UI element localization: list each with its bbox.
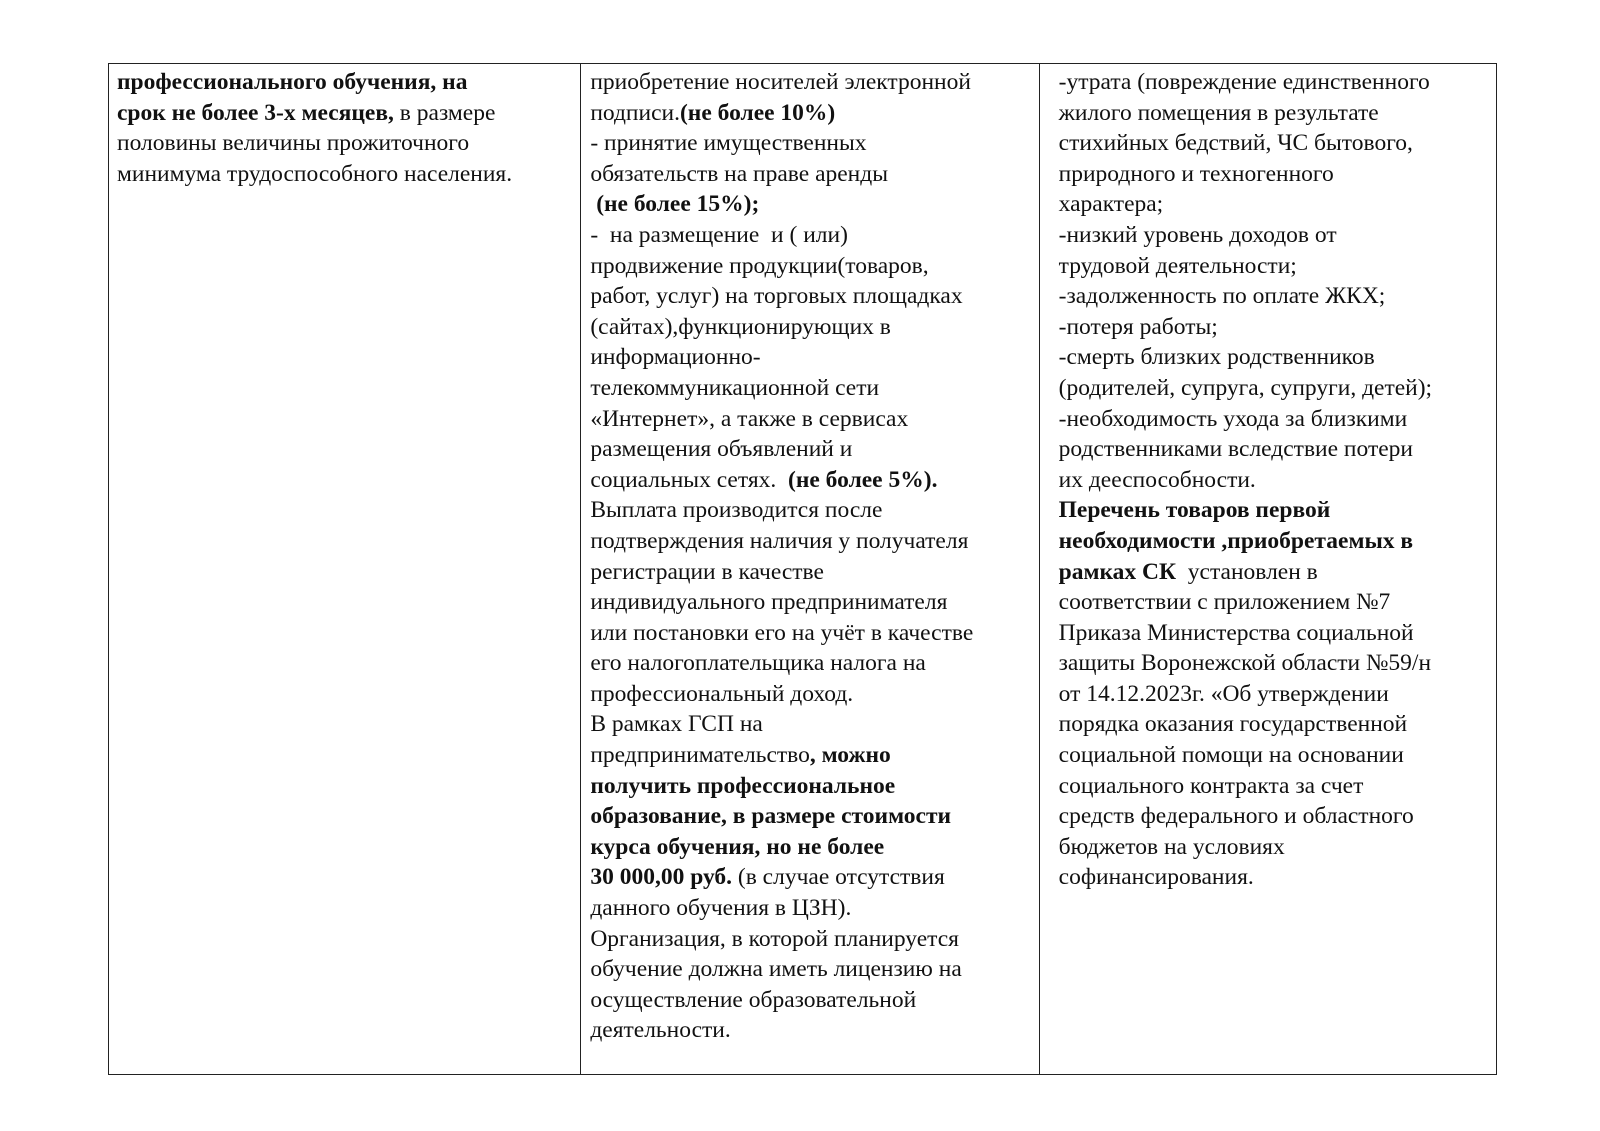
text-line (590, 434, 1032, 465)
text-line (1059, 557, 1490, 588)
text-segment: подтверждения наличия у получателя (590, 527, 969, 554)
text-line (590, 189, 1032, 220)
text-segment: бюджетов на условиях (1058, 833, 1285, 860)
text-line (590, 465, 1032, 496)
text-segment: телекоммуникационной сети (590, 374, 880, 401)
text-line (1059, 373, 1490, 404)
text-line (1059, 404, 1490, 435)
text-segment: регистрации в качестве (590, 558, 824, 585)
bold-text-segment: 30 000,00 руб. (590, 864, 733, 891)
text-segment: работ, услуг) на торговых площадках (590, 283, 963, 310)
text-line (590, 404, 1032, 435)
text-line (1059, 740, 1490, 771)
text-line (590, 526, 1032, 557)
text-segment: -задолженность по оплате ЖКХ; (1058, 283, 1386, 310)
text-segment: от 14.12.2023г. «Об утверждении (1058, 680, 1389, 707)
text-segment: -потеря работы; (1058, 313, 1218, 340)
text-segment: продвижение продукции(товаров, (590, 252, 929, 279)
text-line (1059, 220, 1490, 251)
text-segment: трудовой деятельности; (1058, 252, 1297, 279)
document-table (108, 63, 1497, 1075)
text-segment: (в случае отсутствия (732, 864, 945, 891)
text-segment: средств федерального и областного (1058, 803, 1414, 830)
bold-text-segment: , можно (809, 742, 891, 769)
text-segment: осуществление образовательной (590, 986, 917, 1013)
text-line (1059, 587, 1490, 618)
text-segment: порядка оказания государственной (1058, 711, 1408, 738)
text-line (1059, 342, 1490, 373)
text-segment: Выплата производится после (590, 497, 883, 524)
text-segment: минимума трудоспособного населения. (117, 160, 513, 187)
text-segment: родственниками вследствие потери (1058, 436, 1413, 463)
text-segment: обучение должна иметь лицензию на (590, 956, 962, 983)
text-line (1059, 495, 1490, 526)
text-segment: (родителей, супруга, супруги, детей); (1058, 374, 1433, 401)
text-line (1059, 189, 1490, 220)
bold-text-segment: (не более 10%) (679, 99, 836, 126)
text-line (1059, 281, 1490, 312)
text-segment: в размере (393, 99, 496, 126)
text-segment: профессиональный доход. (590, 680, 854, 707)
bold-text-segment: (не более 5%). (788, 466, 938, 493)
text-line (117, 128, 574, 159)
text-line (1059, 312, 1490, 343)
text-line (1059, 67, 1490, 98)
text-line (590, 587, 1032, 618)
text-segment: стихийных бедствий, ЧС бытового, (1058, 130, 1413, 157)
text-line (590, 373, 1032, 404)
text-segment: социальной помощи на основании (1058, 742, 1404, 769)
text-line (590, 618, 1032, 649)
text-line (1059, 771, 1490, 802)
bold-text-segment: необходимости ,приобретаемых в (1058, 527, 1414, 554)
text-segment: обязательств на праве аренды (590, 160, 888, 187)
text-segment: (сайтах),функционирующих в (590, 313, 891, 340)
text-line (590, 740, 1032, 771)
text-segment: -смерть близких родственников (1058, 344, 1375, 371)
bold-text-segment: образование, в размере стоимости (590, 803, 952, 830)
text-segment: природного и техногенного (1058, 160, 1334, 187)
text-line (1059, 801, 1490, 832)
text-line (590, 679, 1032, 710)
text-line (590, 342, 1032, 373)
text-segment: софинансирования. (1058, 864, 1254, 891)
text-segment: социальных сетях. (590, 466, 789, 493)
bold-text-segment: (не более 15%); (596, 191, 760, 218)
text-line (1059, 465, 1490, 496)
text-line (117, 67, 574, 98)
text-segment: установлен в (1176, 558, 1318, 585)
text-line (1059, 159, 1490, 190)
text-segment: деятельности. (590, 1017, 731, 1044)
text-segment: характера; (1058, 191, 1164, 218)
bold-text-segment: рамках СК (1058, 558, 1177, 585)
table-cell-column-3 (1039, 64, 1496, 1074)
text-segment: Приказа Министерства социальной (1058, 619, 1414, 646)
text-segment: подписи. (590, 99, 680, 126)
text-line (590, 924, 1032, 955)
bold-text-segment: профессионального обучения, на (117, 69, 468, 95)
table-cell-column-1 (109, 64, 580, 1074)
text-line (1059, 709, 1490, 740)
text-segment: социального контракта за счет (1058, 772, 1364, 799)
text-segment: В рамках ГСП на (590, 711, 763, 738)
text-line (590, 251, 1032, 282)
text-segment: Организация, в которой планируется (590, 925, 959, 952)
text-line (590, 557, 1032, 588)
text-line (590, 220, 1032, 251)
text-segment: данного обучения в ЦЗН). (590, 895, 852, 922)
text-line (590, 281, 1032, 312)
text-line (590, 862, 1032, 893)
text-segment: - на размещение и ( или) (590, 221, 848, 248)
text-line (590, 709, 1032, 740)
text-segment: половины величины прожиточного (117, 130, 470, 157)
text-line (590, 771, 1032, 802)
text-line (1059, 526, 1490, 557)
text-line (1059, 434, 1490, 465)
text-segment: приобретение носителей электронной (590, 69, 971, 95)
text-line (1059, 832, 1490, 863)
text-line (590, 495, 1032, 526)
text-segment: индивидуального предпринимателя (590, 589, 948, 616)
text-line (590, 832, 1032, 863)
text-segment: -утрата (повреждение единственного (1058, 69, 1430, 95)
text-line (1059, 251, 1490, 282)
text-line (590, 159, 1032, 190)
text-segment: размещения объявлений и (590, 436, 853, 463)
text-segment: «Интернет», а также в сервисах (590, 405, 909, 432)
text-segment: -низкий уровень доходов от (1058, 221, 1337, 248)
text-segment: или постановки его на учёт в качестве (590, 619, 974, 646)
text-line (590, 312, 1032, 343)
text-line (117, 159, 574, 190)
text-line (590, 1015, 1032, 1046)
text-segment: - принятие имущественных (590, 130, 867, 157)
text-line (590, 801, 1032, 832)
text-line (1059, 862, 1490, 893)
text-line (590, 893, 1032, 924)
text-segment: его налогоплательщика налога на (590, 650, 926, 677)
bold-text-segment: получить профессиональное (590, 772, 896, 799)
text-line (117, 98, 574, 129)
bold-text-segment: срок не более 3-х месяцев, (117, 99, 394, 126)
bold-text-segment: Перечень товаров первой (1058, 497, 1331, 524)
text-line (590, 67, 1032, 98)
text-line (1059, 128, 1490, 159)
text-line (590, 985, 1032, 1016)
text-segment: предпринимательство (590, 742, 810, 769)
text-segment: их дееспособности. (1058, 466, 1256, 493)
text-line (1059, 679, 1490, 710)
text-line (590, 128, 1032, 159)
text-segment: жилого помещения в результате (1058, 99, 1379, 126)
text-segment: -необходимость ухода за близкими (1058, 405, 1408, 432)
text-segment: соответствии с приложением №7 (1058, 589, 1391, 616)
text-line (1059, 618, 1490, 649)
text-line (590, 98, 1032, 129)
text-line (590, 954, 1032, 985)
text-line (590, 648, 1032, 679)
bold-text-segment: курса обучения, но не более (590, 833, 885, 860)
text-line (1059, 648, 1490, 679)
text-segment: информационно- (590, 344, 761, 371)
table-cell-column-2 (580, 64, 1038, 1074)
text-line (1059, 98, 1490, 129)
text-segment: защиты Воронежской области №59/н (1058, 650, 1432, 677)
